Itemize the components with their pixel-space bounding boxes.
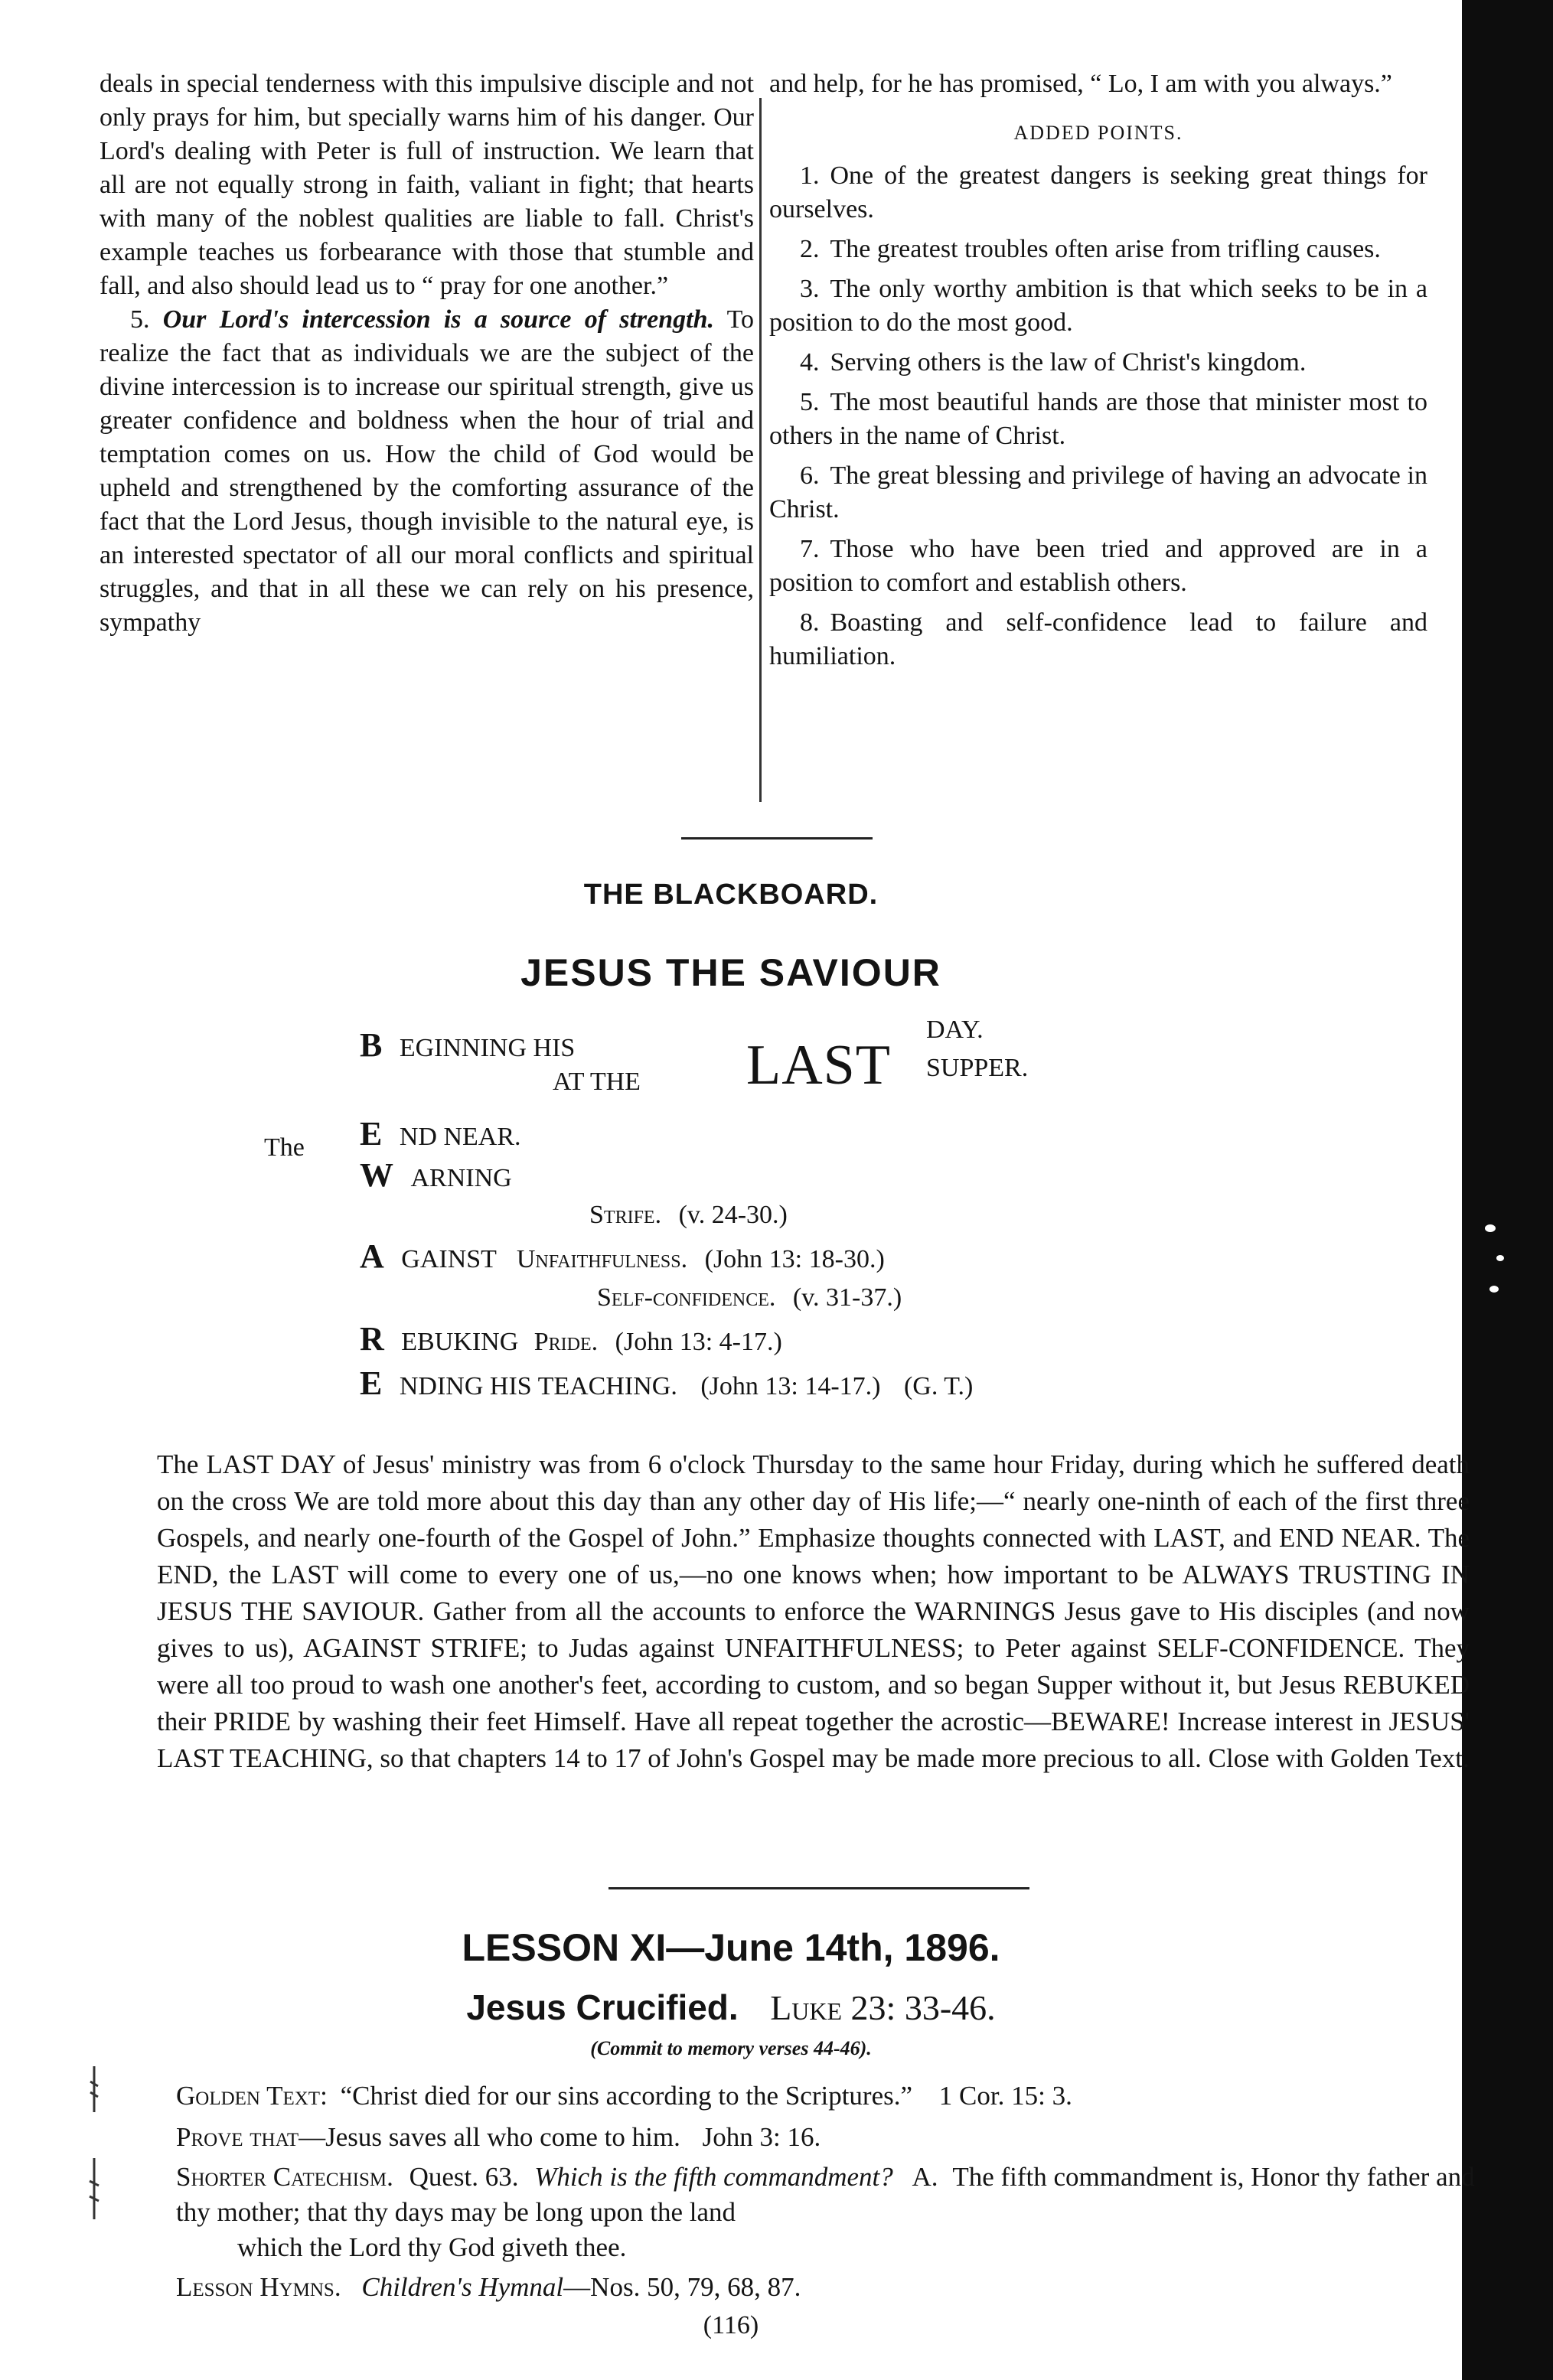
lesson-reference: Luke 23: 33-46. (770, 1988, 996, 2027)
acrostic-letter: E (360, 1364, 383, 1402)
self-confidence-ref: (v. 31-37.) (792, 1283, 902, 1312)
pride-label: Pride. (533, 1328, 599, 1356)
left-column (100, 67, 754, 640)
golden-text: “Christ died for our sins according to the Scriptures.” (340, 2081, 913, 2111)
added-points-list (769, 159, 1427, 673)
hymn-numbers: —Nos. 50, 79, 68, 87. (563, 2272, 801, 2302)
list-item (769, 233, 1427, 266)
edge-speck (1485, 1224, 1496, 1232)
section-divider (681, 837, 873, 840)
lesson-subtitle-line (0, 1987, 1462, 2028)
right-column (769, 67, 1427, 680)
lesson-title: LESSON XI—June 14th, 1896. (462, 1926, 1000, 1969)
page-number: (116) (703, 2311, 759, 2339)
point-text: The only worthy ambition is that which seeks to be in a position to do the most good. (769, 275, 1427, 337)
acrostic-letter: R (360, 1320, 384, 1358)
list-item (769, 459, 1427, 527)
catechism-block (176, 2160, 1493, 2265)
catechism-answer-1: The fifth commandment is, Honor thy father and thy mother; that thy days may be long upon the land (176, 2162, 1475, 2227)
point-5-text: To realize the fact that as individuals we are the subject of the divine intercession is to increase our spiritual strength, give us greater confidence and boldness when the hour of trial and temptation comes on us. How the child of God would be upheld and strengthened by the comforting assurance of the fact that the Lord Jesus, though invisible to the natural eye, is an interested spectator of all our moral conflicts and spiritual struggles, and that in all these we can rely on his presence, sympathy (100, 305, 755, 637)
lesson-subtitle: Jesus Crucified. (466, 1987, 739, 2027)
acrostic-letter: E (360, 1115, 383, 1153)
acrostic-letter: W (360, 1156, 393, 1194)
acrostic-b-line (360, 1026, 576, 1064)
unfaithfulness-label: Unfaithfulness. (516, 1245, 688, 1273)
prove-that-text: —Jesus saves all who come to him. (299, 2122, 680, 2152)
acrostic-self-confidence (597, 1283, 902, 1313)
blackboard-heading: THE BLACKBOARD. (583, 879, 879, 911)
acrostic-rest: ND NEAR. (399, 1123, 521, 1151)
golden-text-ref: 1 Cor. 15: 3. (938, 2081, 1072, 2111)
catechism-label: Shorter Catechism. (176, 2162, 393, 2192)
self-confidence-label: Self-confidence. (597, 1283, 776, 1312)
point-number: 3. (800, 275, 820, 303)
point-text: The great blessing and privilege of having an advocate in Christ. (769, 461, 1427, 523)
column-divider (759, 98, 762, 802)
left-para-1: deals in special tenderness with this impulsive disciple and not only prays for him, but specially warns him of his danger. Our Lord's dealing with Peter is full of instruction. We learn that all are not equally strong in faith, valiant in fight; that hearts with many of the noblest qualities are liable to fall. Christ's example teaches us forbearance with those that stumble and fall, and also should lead us to “ pray for one another.” (100, 70, 754, 300)
prove-that-label: Prove that (176, 2122, 299, 2152)
point-number: 4. (800, 348, 820, 377)
lesson-hymns-label: Lesson Hymns. (176, 2272, 341, 2302)
acrostic-rest: GAINST (401, 1245, 497, 1273)
point-number: 7. (800, 535, 820, 563)
section-divider (608, 1887, 1029, 1889)
list-item (769, 272, 1427, 340)
point-text: One of the greatest dangers is seeking great things for ourselves. (769, 161, 1427, 223)
prove-that-line (176, 2120, 821, 2155)
golden-text-line (176, 2078, 1072, 2114)
acrostic-rest: EGINNING HIS (399, 1034, 576, 1062)
right-continuation: and help, for he has promised, “ Lo, I am with you always.” (769, 70, 1392, 98)
margin-ornament (86, 2066, 103, 2219)
point-text: The most beautiful hands are those that minister most to others in the name of Christ. (769, 388, 1427, 450)
acrostic-last: LAST (746, 1034, 891, 1097)
point-text: Serving others is the law of Christ's kingdom. (830, 348, 1307, 377)
acrostic-rest: NDING HIS TEACHING. (399, 1372, 677, 1400)
acrostic-e-line (360, 1115, 521, 1153)
golden-text-marker: (G. T.) (903, 1372, 974, 1400)
catechism-answer-marker: A. (912, 2162, 938, 2192)
point-number: 6. (800, 461, 820, 490)
strife-label: Strife. (589, 1201, 662, 1229)
point-5-number: 5. (130, 305, 150, 334)
acrostic-day: DAY. (926, 1016, 984, 1044)
acrostic-the-label: The (264, 1133, 305, 1162)
acrostic-supper: SUPPER. (926, 1054, 1029, 1082)
hymnal-name: Children's Hymnal (361, 2272, 564, 2302)
list-item (769, 386, 1427, 453)
unfaithfulness-ref: (John 13: 18-30.) (704, 1245, 885, 1273)
edge-speck (1489, 1286, 1499, 1293)
point-text: The greatest troubles often arise from trifling causes. (830, 235, 1381, 263)
page-edge-shadow (1462, 0, 1553, 2380)
point-number: 8. (800, 608, 820, 637)
point-number: 1. (800, 161, 820, 190)
list-item (769, 606, 1427, 673)
acrostic-r-line (360, 1320, 782, 1358)
edge-speck (1496, 1255, 1504, 1261)
blackboard-paragraph: The LAST DAY of Jesus' ministry was from 6 o'clock Thursday to the same hour Friday, during which he suffered death on the cross We are told more about this day than any other day of His life;—“ nearly one-ninth of each of the first three Gospels, and nearly one-fourth of the Gospel of John.” Emphasize thoughts connected with LAST, and END NEAR. The END, the LAST will come to every one of us,—no one knows when; how important to be ALWAYS TRUSTING IN JESUS THE SAVIOUR. Gather from all the accounts to enforce the WARNINGS Jesus gave to His disciples (and now gives to us), AGAINST STRIFE; to Judas against UNFAITHFULNESS; to Peter against SELF-CONFIDENCE. They were all too proud to wash one another's feet, according to custom, and so began Supper without it, but Jesus REBUKED their PRIDE by washing their feet Himself. Have all repeat together the acrostic—BEWARE! Increase interest in JESUS' LAST TEACHING, so that chapters 14 to 17 of John's Gospel may be made more precious to all. Close with Golden Text. (157, 1449, 1470, 1773)
teaching-ref: (John 13: 14-17.) (700, 1372, 881, 1400)
point-5 (100, 303, 754, 640)
acrostic-letter: A (360, 1237, 384, 1275)
blackboard-title: JESUS THE SAVIOUR (520, 951, 941, 994)
acrostic-rest: ARNING (410, 1164, 512, 1192)
lesson-hymns-line (176, 2270, 801, 2305)
golden-text-label: Golden Text: (176, 2081, 328, 2111)
list-item (769, 159, 1427, 227)
acrostic-rest: EBUKING (401, 1328, 519, 1356)
catechism-question: Which is the fifth commandment? (534, 2162, 893, 2192)
point-number: 5. (800, 388, 820, 416)
catechism-answer-2: which the Lord thy God giveth thee. (237, 2232, 627, 2262)
acrostic-a-line (360, 1237, 885, 1275)
point-number: 2. (800, 235, 820, 263)
catechism-quest: Quest. 63. (409, 2162, 519, 2192)
acrostic-strife (589, 1200, 788, 1231)
acrostic-w-line (360, 1156, 512, 1194)
acrostic-e2-line (360, 1364, 974, 1402)
memory-note: (Commit to memory verses 44-46). (590, 2037, 872, 2059)
point-text: Those who have been tried and approved are in a position to comfort and establish others. (769, 535, 1427, 597)
list-item (769, 346, 1427, 380)
acrostic-letter: B (360, 1026, 383, 1064)
pride-ref: (John 13: 4-17.) (615, 1328, 782, 1356)
added-points-heading: ADDED POINTS. (1013, 122, 1183, 144)
list-item (769, 533, 1427, 600)
point-5-title: Our Lord's intercession is a source of strength. (162, 305, 714, 334)
strife-ref: (v. 24-30.) (678, 1201, 788, 1229)
prove-that-ref: John 3: 16. (702, 2122, 821, 2152)
acrostic-at-the: AT THE (553, 1068, 641, 1096)
point-text: Boasting and self-confidence lead to failure and humiliation. (769, 608, 1427, 670)
